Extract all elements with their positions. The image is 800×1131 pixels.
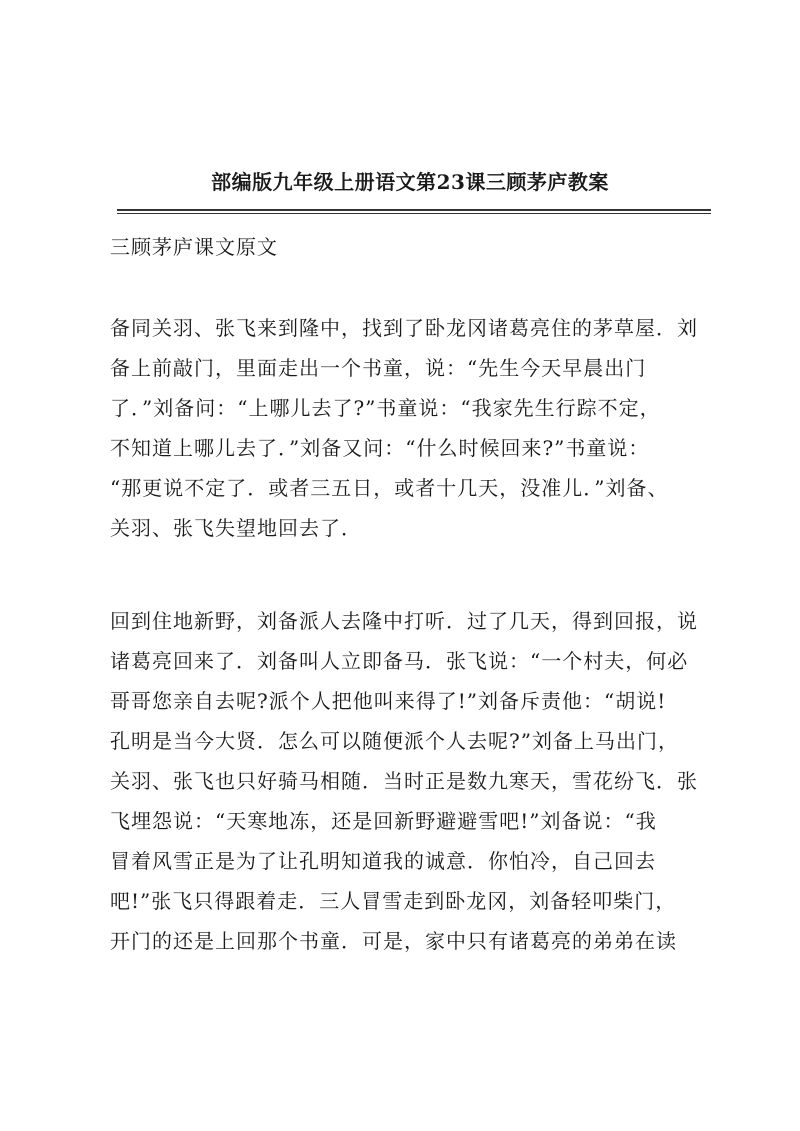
text-line: 飞埋怨说：“天寒地冻，还是回新野避避雪吧!”刘备说：“我 <box>110 809 657 833</box>
section-heading: 三顾茅庐课文原文 <box>110 235 278 259</box>
text-line: 了．”刘备问：“上哪儿去了?”书童说：“我家先生行踪不定， <box>110 396 661 420</box>
text-line: 不知道上哪儿去了．”刘备又问：“什么时候回来?”书童说： <box>110 436 650 460</box>
title-divider <box>117 209 711 214</box>
text-line: 回到住地新野，刘备派人去隆中打听．过了几天，得到回报，说 <box>110 609 698 633</box>
paragraph-2 <box>110 601 730 961</box>
text-line: 冒着风雪正是为了让孔明知道我的诚意．你怕冷，自己回去 <box>110 849 656 873</box>
text-line: 备同关羽、张飞来到隆中，找到了卧龙冈诸葛亮住的茅草屋．刘 <box>110 316 698 340</box>
text-line: 关羽、张飞也只好骑马相随．当时正是数九寒天，雪花纷飞．张 <box>110 769 698 793</box>
paragraph-1 <box>110 308 730 548</box>
text-line: “那更说不定了．或者三五日，或者十几天，没准儿．”刘备、 <box>110 476 669 500</box>
text-line: 吧!”张飞只得跟着走．三人冒雪走到卧龙冈，刘备轻叩柴门， <box>110 889 677 913</box>
text-line: 孔明是当今大贤．怎么可以随便派个人去呢?”刘备上马出门， <box>110 729 679 753</box>
text-line: 备上前敲门，里面走出一个书童，说：“先生今天早晨出门 <box>110 356 647 380</box>
text-line: 关羽、张飞失望地回去了． <box>110 516 362 540</box>
text-line: 诸葛亮回来了．刘备叫人立即备马．张飞说：“一个村夫，何必 <box>110 649 689 673</box>
document-title: 部编版九年级上册语文第23课三顾茅庐教案 <box>211 170 609 194</box>
text-line: 哥哥您亲自去呢?派个人把他叫来得了!”刘备斥责他：“胡说! <box>110 689 667 713</box>
text-line: 开门的还是上回那个书童．可是，家中只有诸葛亮的弟弟在读 <box>110 929 677 953</box>
